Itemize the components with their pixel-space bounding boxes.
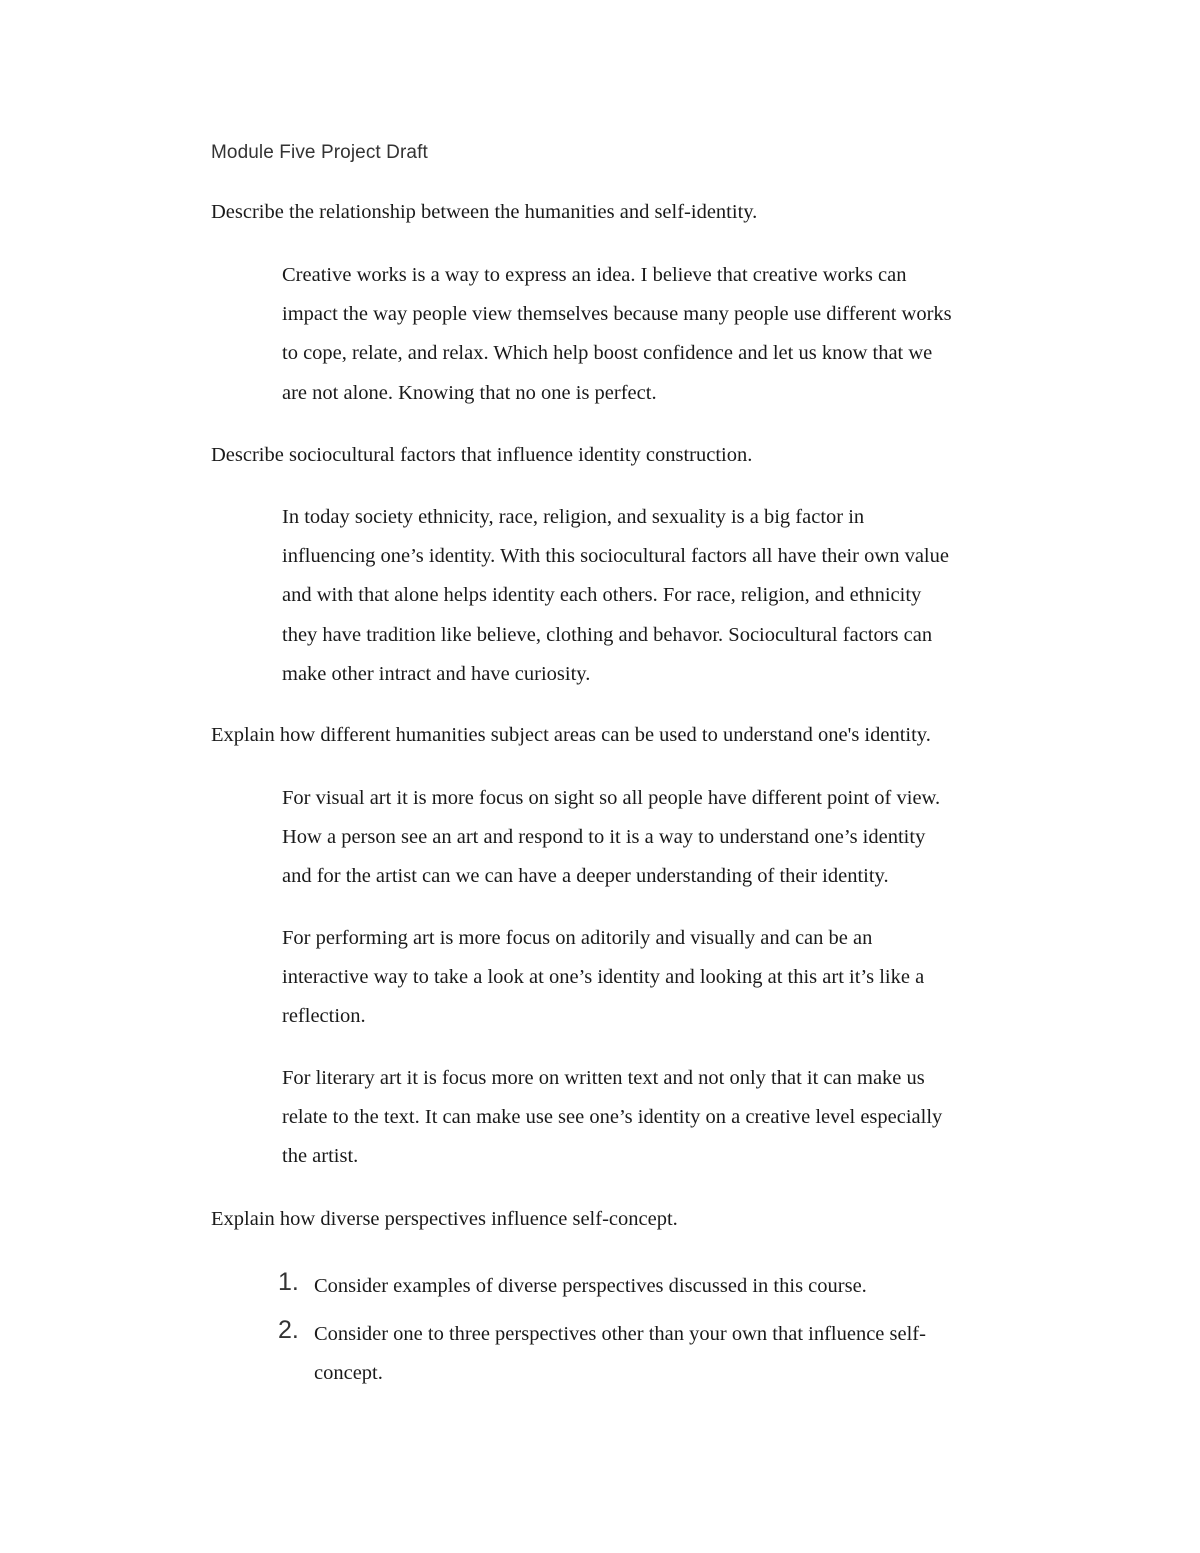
text-line: impact the way people view themselves because many people use different works [282, 303, 952, 326]
text-line: they have tradition like believe, clothing and behavor. Sociocultural factors can [282, 623, 933, 646]
list-number: 2. [278, 1316, 299, 1344]
list-item-text [314, 1315, 1074, 1393]
text-line: For visual art it is more focus on sight so all people have different point of view. [282, 787, 941, 809]
text-line: to cope, relate, and relax. Which help boost confidence and let us know that we [282, 342, 933, 365]
text-line: the artist. [282, 1145, 359, 1168]
text-line: In today society ethnicity, race, religion, and sexuality is a big factor in [282, 506, 865, 528]
question-prompt: Describe sociocultural factors that influence identity construction. [211, 444, 753, 466]
text-line: and for the artist can we can have a deeper understanding of their identity. [282, 865, 889, 888]
list-number: 1. [278, 1268, 299, 1296]
list-item-text [314, 1267, 1074, 1306]
question-prompt: Explain how diverse perspectives influence self-concept. [211, 1208, 678, 1230]
text-line: make other intract and have curiosity. [282, 662, 591, 685]
text-line: influencing one’s identity. With this sociocultural factors all have their own value [282, 545, 949, 568]
text-line: relate to the text. It can make use see one’s identity on a creative level especially [282, 1106, 943, 1129]
text-line: and with that alone helps identity each others. For race, religion, and ethnicity [282, 584, 922, 607]
text-line: concept. [314, 1362, 383, 1385]
answer-paragraph [282, 1059, 1072, 1177]
text-line: interactive way to take a look at one’s identity and looking at this art it’s like a [282, 966, 925, 989]
answer-paragraph [282, 256, 1072, 413]
text-line: For literary art it is focus more on written text and not only that it can make us [282, 1067, 925, 1089]
text-line: are not alone. Knowing that no one is perfect. [282, 381, 657, 404]
question-prompt: Explain how different humanities subject areas can be used to understand one's identity. [211, 724, 931, 746]
answer-paragraph [282, 498, 1072, 694]
text-line: reflection. [282, 1005, 366, 1028]
text-line: How a person see an art and respond to it is a way to understand one’s identity [282, 826, 926, 849]
text-line: For performing art is more focus on aditorily and visually and can be an [282, 927, 873, 949]
text-line: Consider examples of diverse perspectives discussed in this course. [314, 1275, 867, 1297]
answer-paragraph [282, 779, 1072, 897]
text-line: Consider one to three perspectives other than your own that influence self- [314, 1323, 926, 1345]
question-prompt: Describe the relationship between the humanities and self-identity. [211, 201, 758, 223]
answer-paragraph [282, 919, 1072, 1037]
document-title: Module Five Project Draft [211, 142, 428, 163]
text-line: Creative works is a way to express an idea. I believe that creative works can [282, 264, 907, 286]
